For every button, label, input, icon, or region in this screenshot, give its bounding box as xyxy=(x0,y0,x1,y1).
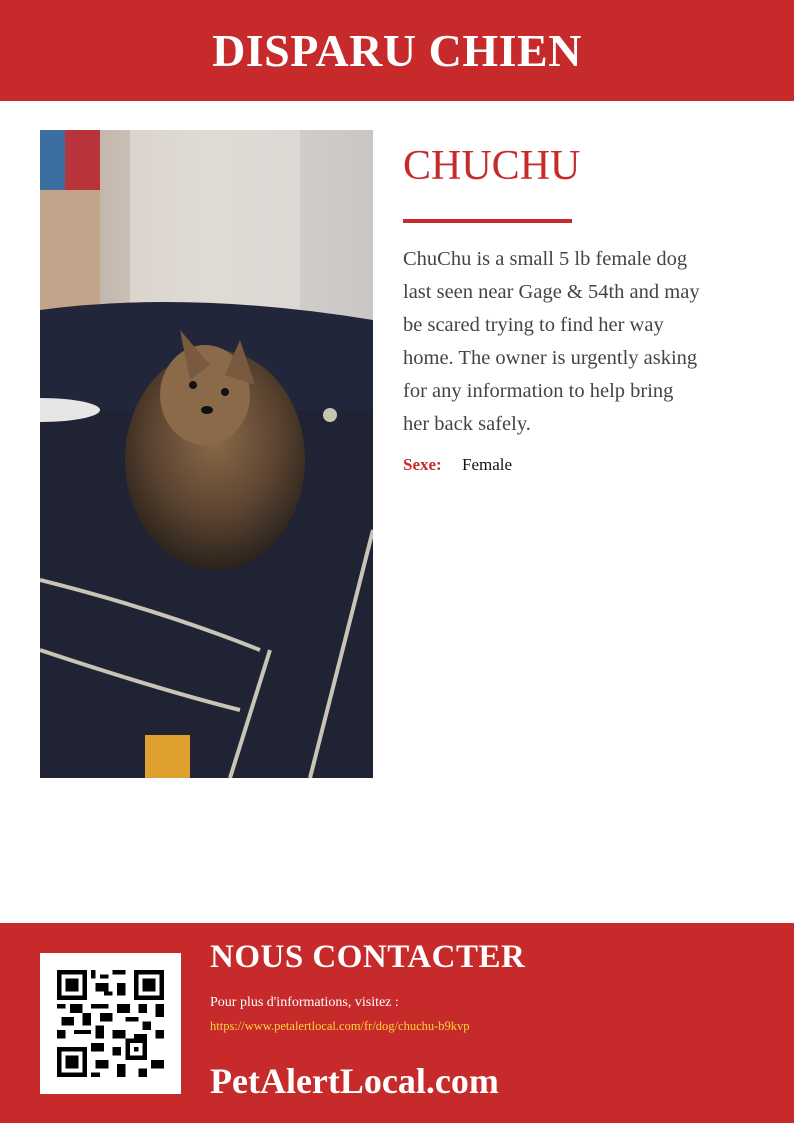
qr-code[interactable] xyxy=(40,953,181,1094)
pet-description: ChuChu is a small 5 lb female dog last seen near Gage & 54th and may be scared trying to find her way home. The owner is urgently asking for any information to help bring her back safely. xyxy=(403,248,700,435)
attribute-sex xyxy=(403,455,703,475)
pet-name: CHUCHU xyxy=(403,143,581,189)
title-divider xyxy=(403,219,572,223)
more-info-text: Pour plus d'informations, visitez : xyxy=(210,995,399,1010)
pet-photo xyxy=(40,130,373,778)
pet-info xyxy=(403,140,703,475)
contact-title: NOUS CONTACTER xyxy=(210,939,526,975)
attribute-value: Female xyxy=(462,455,513,474)
qr-code-icon xyxy=(57,970,164,1077)
contact-footer xyxy=(0,923,794,1123)
pet-url-link[interactable]: https://www.petalertlocal.com/fr/dog/chuchu-b9kvp xyxy=(210,1019,470,1033)
page-title: DISPARU CHIEN xyxy=(212,25,582,76)
attribute-label: Sexe: xyxy=(403,455,442,474)
brand-name: PetAlertLocal.com xyxy=(210,1061,499,1101)
header-banner xyxy=(0,0,794,101)
